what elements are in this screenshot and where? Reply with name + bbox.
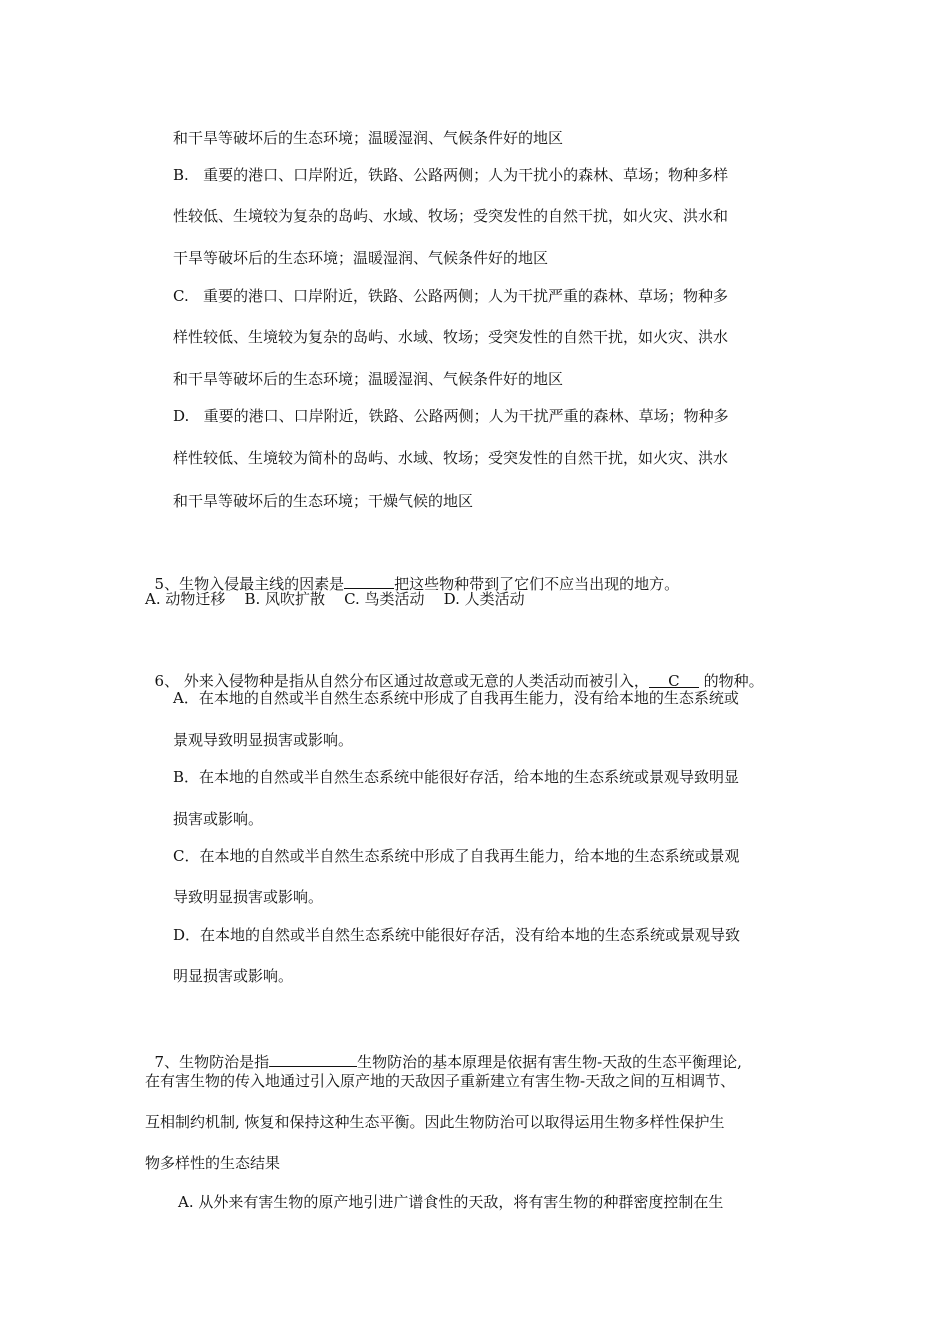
q5-options: A. 动物迁移 B. 风吹扩散 C. 鸟类活动 D. 人类活动 (145, 590, 525, 608)
q7-stem-after: 生物防治的基本原理是依据有害生物-天敌的生态平衡理论, (357, 1053, 742, 1071)
q4-option-c-line1: C. 重要的港口、口岸附近，铁路、公路两侧；人为干扰严重的森林、草场；物种多 (173, 287, 729, 305)
q5-stem-after: 把这些物种带到了它们不应当出现的地方。 (394, 575, 680, 593)
q5-stem (145, 552, 679, 594)
q6-stem-after: 的物种。 (698, 672, 764, 690)
q7-stem-before: 7、生物防治是指 (154, 1053, 270, 1071)
q6-option-b-line2: 损害或影响。 (173, 810, 264, 828)
q5-answer-blank (344, 572, 394, 589)
q7-stem (145, 1030, 742, 1072)
q6-option-a-line1: A．在本地的自然或半自然生态系统中形成了自我再生能力，没有给本地的生态系统或 (173, 689, 739, 707)
q4-option-b-line1: B. 重要的港口、口岸附近，铁路、公路两侧；人为干扰小的森林、草场；物种多样 (173, 166, 729, 184)
q6-answer: C (668, 672, 680, 690)
q5-stem-before: 5、生物入侵最主线的因素是 (154, 575, 345, 593)
q6-option-d-line1: D．在本地的自然或半自然生态系统中能很好存活，没有给本地的生态系统或景观导致 (173, 926, 741, 944)
q4-option-d-line3: 和干旱等破坏后的生态环境；干燥气候的地区 (173, 492, 474, 510)
q6-answer-blank (649, 671, 699, 688)
q6-stem-before: 6、 外来入侵物种是指从自然分布区通过故意或无意的人类活动而被引入， (154, 672, 649, 690)
q7-line3: 互相制约机制, 恢复和保持这种生态平衡。因此生物防治可以取得运用生物多样性保护生 (145, 1113, 725, 1131)
q4-option-c-line2: 样性较低、生境较为复杂的岛屿、水域、牧场；受突发性的自然干扰，如火灾、洪水 (173, 328, 729, 346)
q6-option-c-line2: 导致明显损害或影响。 (173, 888, 324, 906)
q7-line2: 在有害生物的传入地通过引入原产地的天敌因子重新建立有害生物-天敌之间的互相调节、 (145, 1072, 736, 1090)
q4-option-c-line3: 和干旱等破坏后的生态环境；温暖湿润、气候条件好的地区 (173, 370, 564, 388)
q4-option-b-line3: 干旱等破坏后的生态环境；温暖湿润、气候条件好的地区 (173, 249, 549, 267)
q7-option-a-line1: A. 从外来有害生物的原产地引进广谱食性的天敌，将有害生物的种群密度控制在生 (178, 1193, 724, 1211)
q6-option-a-line2: 景观导致明显损害或影响。 (173, 731, 354, 749)
q6-option-d-line2: 明显损害或影响。 (173, 967, 294, 985)
q7-line4: 物多样性的生态结果 (145, 1154, 281, 1172)
q6-option-c-line1: C．在本地的自然或半自然生态系统中形成了自我再生能力，给本地的生态系统或景观 (173, 847, 740, 865)
q6-option-b-line1: B．在本地的自然或半自然生态系统中能很好存活，给本地的生态系统或景观导致明显 (173, 768, 740, 786)
q4-option-b-line2: 性较低、生境较为复杂的岛屿、水域、牧场；受突发性的自然干扰，如火灾、洪水和 (173, 207, 729, 225)
q6-stem (145, 651, 764, 691)
q7-answer-blank (269, 1050, 357, 1067)
q4-option-a-tail: 和干旱等破坏后的生态环境；温暖湿润、气候条件好的地区 (173, 129, 564, 147)
q4-option-d-line1: D. 重要的港口、口岸附近，铁路、公路两侧；人为干扰严重的森林、草场；物种多 (173, 407, 729, 425)
q4-option-d-line2: 样性较低、生境较为简朴的岛屿、水域、牧场；受突发性的自然干扰，如火灾、洪水 (173, 449, 729, 467)
